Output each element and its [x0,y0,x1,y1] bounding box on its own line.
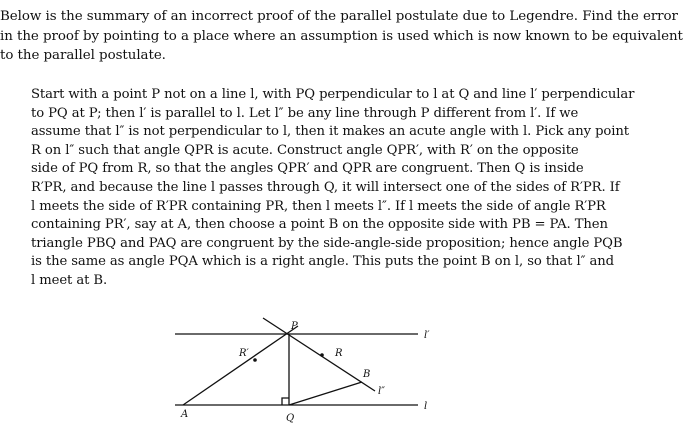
label-b: B [363,369,371,380]
proof-line: Start with a point P not on a line l, with PQ perpendicular to l at Q and line l′ perpendicular [31,87,635,102]
proof-line: l meets the side of R′PR containing PR, then l meets l″. If l meets the side of angle R′PR [31,198,606,214]
proof-line: to PQ at P; then l′ is parallel to l. Let l″ be any line through P different from l′. If we [31,105,579,121]
proof-line: is the same as angle PQA which is a right angle. This puts the point B on l, so that l″ and [31,254,615,270]
point-r [320,353,324,357]
segment-pa [183,326,298,405]
label-a: A [181,409,189,420]
label-l: l [424,401,428,412]
proof-line: R on l″ such that angle QPR is acute. Construct angle QPR′, with R′ on the opposite [31,142,579,158]
label-p: P [291,321,298,332]
label-r-prime: R′ [239,348,249,359]
proof-line: assume that l″ is not perpendicular to l, then it makes an acute angle with l. Pick any point [31,124,629,140]
proof-line: side of PQ from R, so that the angles QPR′ and QPR are congruent. Then Q is inside [31,161,584,177]
proof-line: triangle PBQ and PAQ are congruent by the side-angle-side proposition; hence angle PQB [31,235,623,251]
proof-line: R′PR, and because the line l passes through Q, it will intersect one of the sides of R′PR. If [31,179,620,195]
statement-line: Below is the summary of an incorrect proof of the parallel postulate due to Legendre. Find the error [0,9,678,24]
statement-line: in the proof by pointing to a place where an assumption is used which is now known to be equivalent [0,28,683,44]
proof-block [31,86,671,291]
label-l-double-prime: l″ [378,386,385,397]
label-l-prime: l′ [424,330,430,341]
proof-line: l meet at B. [31,272,108,288]
right-angle-marker [282,398,289,405]
line-l-double-prime [263,318,375,391]
problem-statement [0,7,700,66]
proof-line: containing PR′, say at A, then choose a point B on the opposite side with PB = PA. Then [31,217,608,233]
label-r: R [335,348,343,359]
point-r-prime [253,358,257,362]
segment-qb [289,382,362,405]
label-q: Q [286,413,295,424]
statement-line: to the parallel postulate. [0,48,166,64]
